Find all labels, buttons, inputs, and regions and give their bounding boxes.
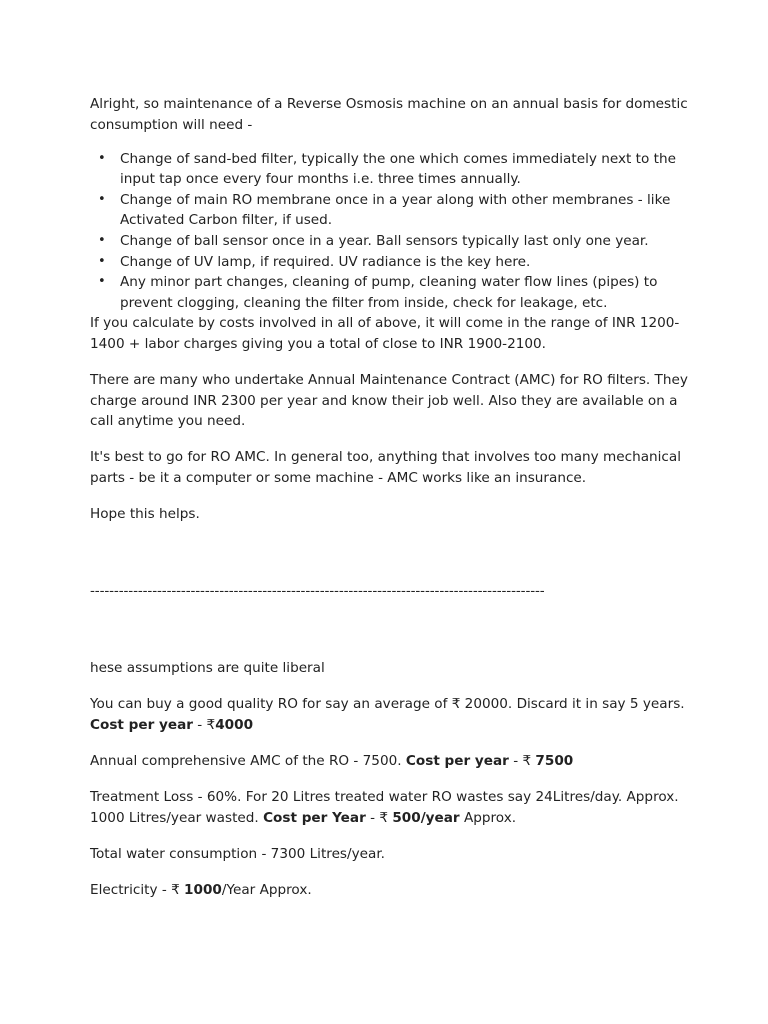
- maintenance-list: [90, 149, 690, 314]
- list-item: • Change of sand-bed filter, typically the one which comes immediately next to the input tap once every four months i.e. three times annually.: [120, 149, 690, 190]
- cost-summary-paragraph: If you calculate by costs involved in all of above, it will come in the range of INR 1200-1400 + labor charges giving you a total of close to INR 1900-2100.: [90, 315, 680, 353]
- cost-label: Cost per year: [405, 753, 509, 770]
- list-item: • Change of ball sensor once in a year. Ball sensors typically last only one year.: [120, 231, 690, 252]
- list-item: • Any minor part changes, cleaning of pump, cleaning water flow lines (pipes) to prevent clogging, cleaning the filter from inside, check for leakage, etc.: [120, 272, 690, 313]
- cost-value: 1000: [184, 881, 222, 898]
- intro-paragraph: Alright, so maintenance of a Reverse Osmosis machine on an annual basis for domestic consumption will need -: [90, 96, 688, 133]
- list-item: • Change of UV lamp, if required. UV radiance is the key here.: [120, 252, 690, 273]
- cost-label: Cost per Year: [263, 809, 366, 826]
- treatment-text: Treatment Loss - 60%. For 20 Litres treated water RO wastes say 24Litres/day. Approx. 1000 Litres/year wasted.: [90, 789, 679, 826]
- cost-suffix: Approx.: [459, 809, 517, 826]
- cost-separator: - ₹: [508, 753, 536, 770]
- amc-cost-paragraph: [90, 751, 690, 772]
- cost-value: 500/year: [392, 809, 460, 826]
- electricity-paragraph: [90, 880, 690, 901]
- purchase-cost-paragraph: [90, 694, 690, 735]
- cost-label: Cost per year: [90, 716, 193, 733]
- document-page: [90, 94, 690, 916]
- amc-text: Annual comprehensive AMC of the RO - 7500.: [90, 753, 406, 770]
- amc-paragraph: There are many who undertake Annual Maintenance Contract (AMC) for RO filters. They charge around INR 2300 per year and know their job well. Also they are available on a call anytime you need.: [90, 372, 688, 430]
- cost-value: 4000: [215, 716, 254, 733]
- cost-suffix: /Year Approx.: [221, 881, 312, 898]
- advice-paragraph: It's best to go for RO AMC. In general too, anything that involves too many mechanical parts - be it a computer or some machine - AMC works like an insurance.: [90, 449, 682, 486]
- list-item: • Change of main RO membrane once in a year along with other membranes - like Activated Carbon filter, if used.: [120, 190, 690, 231]
- water-consumption-paragraph: Total water consumption - 7300 Litres/year.: [90, 845, 385, 862]
- cost-separator: - ₹: [192, 716, 216, 733]
- closing-paragraph: Hope this helps.: [90, 506, 200, 523]
- purchase-text: You can buy a good quality RO for say an average of ₹ 20000. Discard it in say 5 years.: [90, 696, 685, 713]
- cost-separator: - ₹: [365, 809, 393, 826]
- electricity-text: Electricity - ₹: [90, 881, 185, 898]
- cost-value: 7500: [535, 753, 574, 770]
- section-divider: -----------------------------------------------------------------------------------------------: [90, 582, 545, 599]
- assumptions-paragraph: hese assumptions are quite liberal: [90, 660, 325, 677]
- treatment-loss-paragraph: [90, 787, 690, 828]
